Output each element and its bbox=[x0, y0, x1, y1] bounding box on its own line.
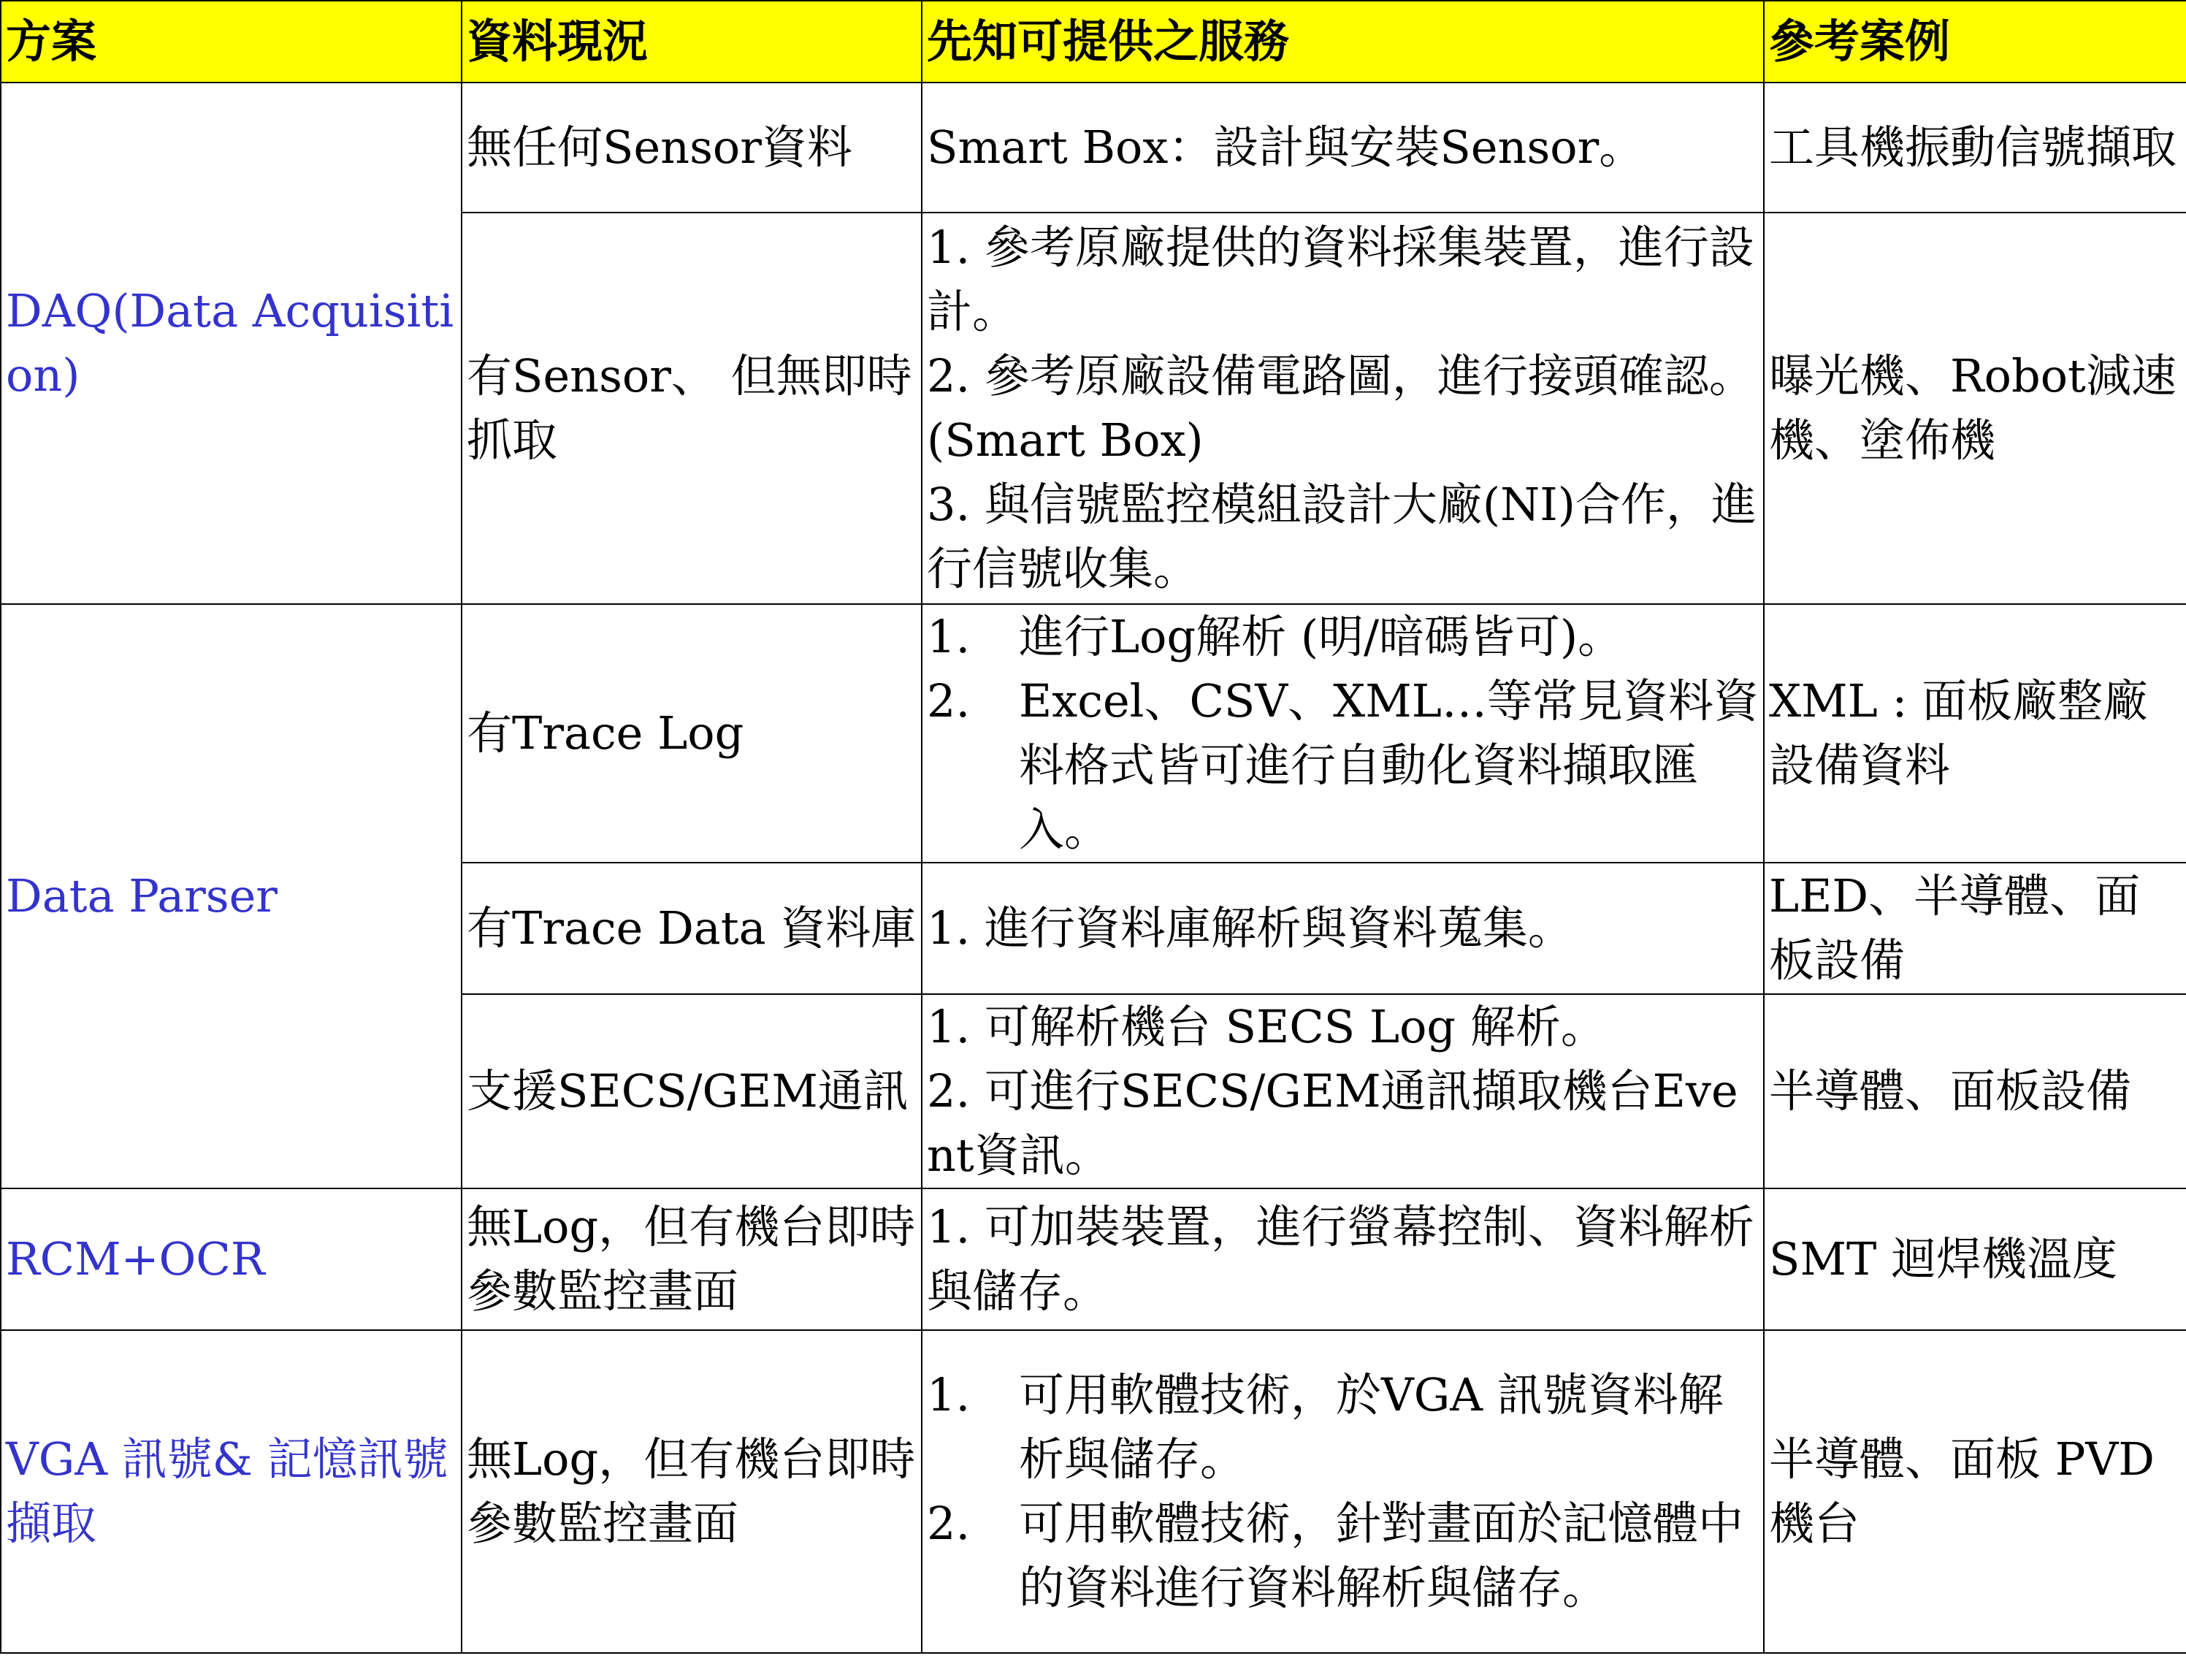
table-row bbox=[1, 604, 2186, 863]
service-item: 1. 可解析機台 SECS Log 解析。 bbox=[927, 1000, 1606, 1053]
service-item: 2. 可進行SECS/GEM通訊擷取機台Event資訊。 bbox=[927, 1064, 1738, 1182]
status-cell: 有Trace Log bbox=[462, 604, 922, 863]
scheme-cell: RCM+OCR bbox=[1, 1188, 462, 1330]
status-cell: 有Trace Data 資料庫 bbox=[462, 863, 922, 994]
service-cell bbox=[922, 994, 1764, 1188]
scheme-cell: VGA 訊號& 記憶訊號擷取 bbox=[1, 1330, 462, 1653]
case-cell: SMT 迴焊機溫度 bbox=[1764, 1188, 2186, 1330]
table-row bbox=[1, 83, 2186, 213]
service-item: 2. 參考原廠設備電路圖，進行接頭確認。(Smart Box) bbox=[927, 349, 1754, 467]
case-cell: LED、半導體、面板設備 bbox=[1764, 863, 2186, 994]
service-item bbox=[927, 1492, 1759, 1620]
header-reference-cases: 參考案例 bbox=[1764, 1, 2186, 83]
service-cell bbox=[922, 604, 1764, 863]
service-item bbox=[927, 669, 1759, 862]
table-row bbox=[1, 1188, 2186, 1330]
case-cell: 曝光機、Robot減速機、塗佈機 bbox=[1764, 213, 2186, 604]
status-cell: 支援SECS/GEM通訊 bbox=[462, 994, 922, 1188]
status-cell: 有Sensor、 但無即時抓取 bbox=[462, 213, 922, 604]
header-data-status: 資料現況 bbox=[462, 1, 922, 83]
case-cell: XML : 面板廠整廠設備資料 bbox=[1764, 604, 2186, 863]
item-number: 2. bbox=[927, 1497, 971, 1550]
status-cell: 無Log，但有機台即時參數監控畫面 bbox=[462, 1330, 922, 1653]
item-number: 2. bbox=[927, 674, 971, 728]
item-text: 可用軟體技術，針對畫面於記憶體中的資料進行資料解析與儲存。 bbox=[1019, 1497, 1744, 1614]
scheme-cell: DAQ(Data Acquisition) bbox=[1, 83, 462, 604]
service-item: 3. 與信號監控模組設計大廠(NI)合作，進行信號收集。 bbox=[927, 478, 1757, 595]
status-cell: 無任何Sensor資料 bbox=[462, 83, 922, 213]
header-scheme: 方案 bbox=[1, 1, 462, 83]
item-text: 可用軟體技術，於VGA 訊號資料解析與儲存。 bbox=[1019, 1368, 1724, 1486]
case-cell: 半導體、面板 PVD 機台 bbox=[1764, 1330, 2186, 1653]
service-cell: 1. 進行資料庫解析與資料蒐集。 bbox=[922, 863, 1764, 994]
service-cell: 1. 可加裝裝置，進行螢幕控制、資料解析與儲存。 bbox=[922, 1188, 1764, 1330]
table-row bbox=[1, 1330, 2186, 1653]
scheme-cell: Data Parser bbox=[1, 604, 462, 1188]
item-text: 進行Log解析 (明/暗碼皆可)。 bbox=[1019, 610, 1624, 663]
item-text: Excel、CSV、XML…等常見資料資料格式皆可進行自動化資料擷取匯入。 bbox=[1019, 674, 1759, 856]
item-number: 1. bbox=[927, 610, 971, 663]
item-number: 1. bbox=[927, 1368, 971, 1421]
service-cell bbox=[922, 213, 1764, 604]
header-services: 先知可提供之服務 bbox=[922, 1, 1764, 83]
header-row bbox=[1, 1, 2186, 83]
case-cell: 半導體、面板設備 bbox=[1764, 994, 2186, 1188]
service-cell bbox=[922, 1330, 1764, 1653]
service-item bbox=[927, 605, 1759, 669]
case-cell: 工具機振動信號擷取 bbox=[1764, 83, 2186, 213]
service-item bbox=[927, 1363, 1759, 1492]
service-item: 1. 參考原廠提供的資料採集裝置，進行設計。 bbox=[927, 221, 1754, 338]
status-cell: 無Log，但有機台即時參數監控畫面 bbox=[462, 1188, 922, 1330]
service-cell: Smart Box：設計與安裝Sensor。 bbox=[922, 83, 1764, 213]
